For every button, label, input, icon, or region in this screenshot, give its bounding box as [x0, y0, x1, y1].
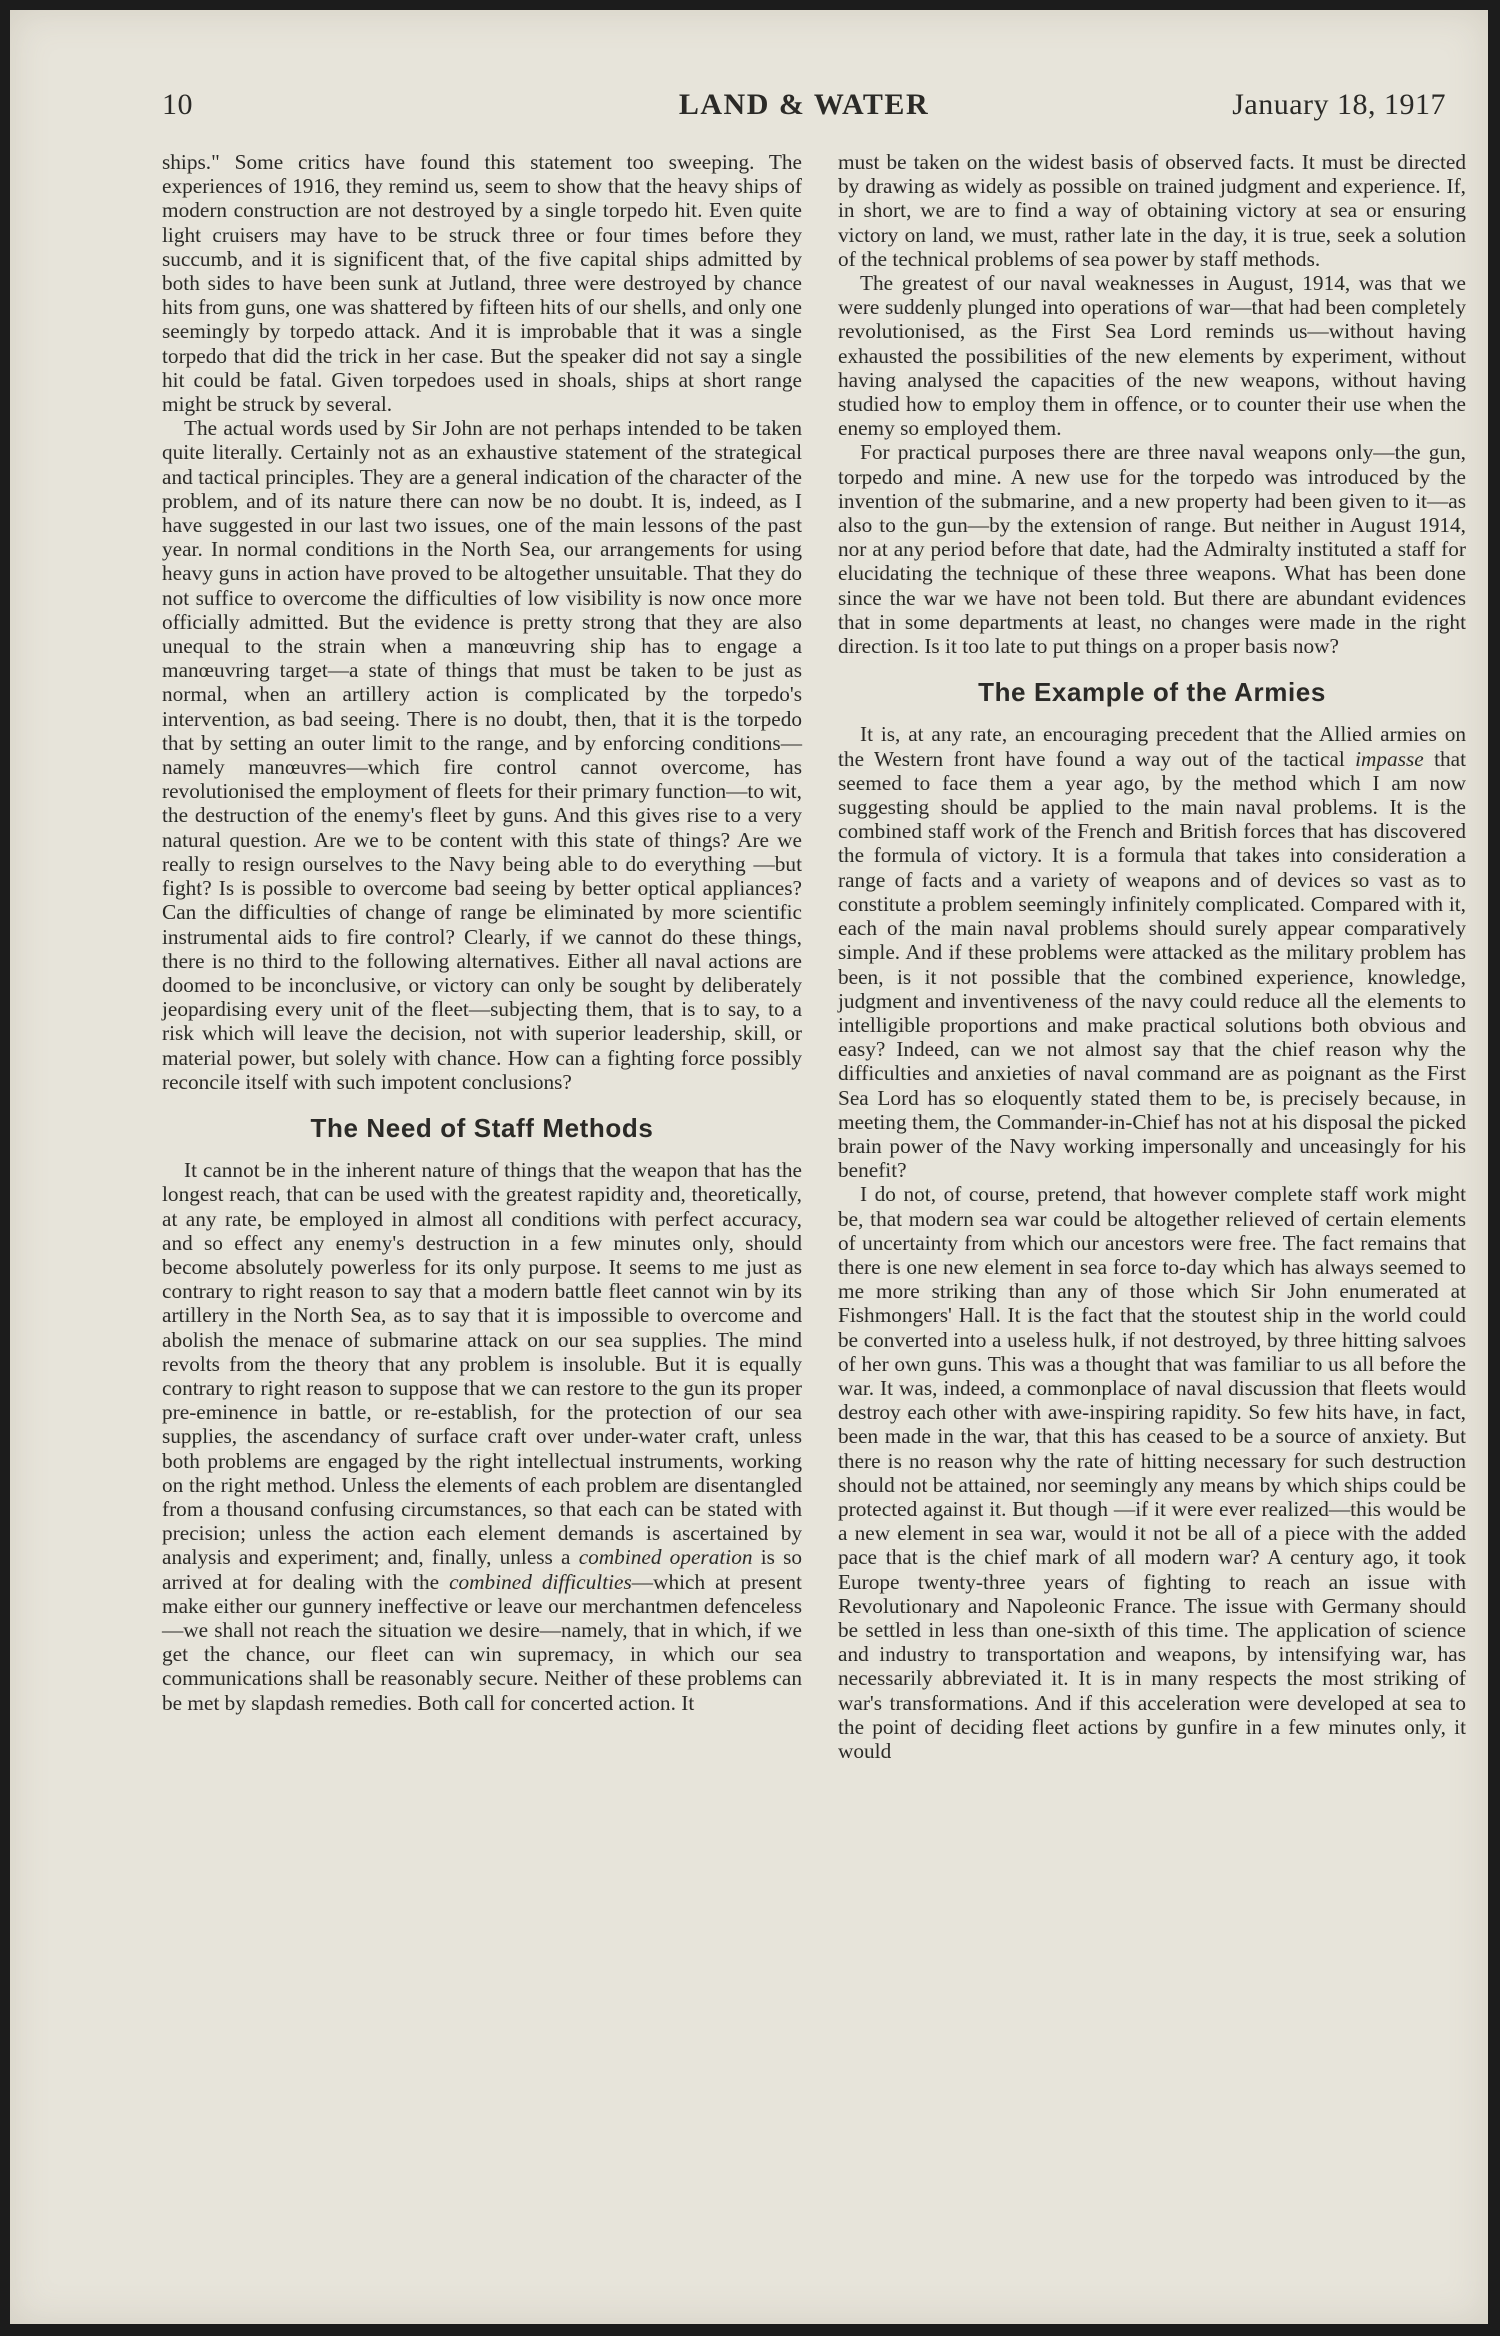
text-run: It is, at any rate, an encouraging precedent that the Allied armies on the Western front have found a way out of the tactical [838, 722, 1466, 771]
page-number: 10 [162, 88, 193, 121]
text-run: that seemed to face them a year ago, by the method which I am now suggesting should be applied to the main naval problems. It is the combined staff work of the French and British forces that has discovered the formula of victory. It is a formula that takes into consideration a range of facts and a variety of weapons and of devices so vast as to constitute a problem seemingly infinitely complicated. Compared with it, each of the main naval problems should surely appear comparatively simple. And if these problems were attacked as the military problem has been, is it not possible that the combined experience, knowledge, judgment and inventiveness of the navy could reduce all the elements to intelligible proportions and make practical solutions both obvious and easy? Indeed, can we not almost say that the chief reason why the difficulties and anxieties of naval command are as poignant as the First Sea Lord has so eloquently stated them to be, is precisely because, in meeting them, the Commander-in-Chief has not at his disposal the picked brain power of the Navy working impersonally and unceasingly for his benefit? [838, 746, 1466, 1183]
masthead: LAND & WATER [678, 88, 930, 121]
paragraph: The actual words used by Sir John are not perhaps intended to be taken quite literally. Certainly not as an exhaustive statement of the strategical and tactical principles. They are a general indication of the character of the problem, and of its nature there can now be no doubt. It is, indeed, as I have suggested in our last two issues, one of the main lessons of the past year. In normal conditions in the North Sea, our arrangements for using heavy guns in action have proved to be altogether unsuitable. That they do not suffice to overcome the difficulties of low visibility is now once more officially admitted. But the evidence is pretty strong that they are also unequal to the strain when a manœuvring ship has to engage a manœuvring target—a state of things that must be taken to be just as normal, when an artillery action is complicated by the torpedo's intervention, as bad seeing. There is no doubt, then, that it is the torpedo that by setting an outer limit to the range, and by enforcing conditions—namely manœuvres—which fire control cannot overcome, has revolutionised the employment of fleets for their primary function—to wit, the destruction of the enemy's fleet by guns. And this gives rise to a very natural question. Are we to be content with this state of things? Are we really to resign ourselves to the Navy being able to do everything —but fight? Is is possible to overcome bad seeing by better optical appliances? Can the difficulties of change of range be eliminated by more scientific instrumental aids to fire control? Clearly, if we cannot do these things, there is no third to the following alternatives. Either all naval actions are doomed to be inconclusive, or victory can only be sought by deliberately jeopardising every unit of the fleet—subjecting them, that is to say, to a risk which will leave the decision, not with superior leadership, skill, or material power, but solely with chance. How can a fighting force possibly reconcile itself with such impotent conclusions? [162, 416, 802, 1094]
paragraph: I do not, of course, pretend, that however complete staff work might be, that modern sea war could be altogether relieved of certain elements of uncertainty from which our ancestors were free. The fact remains that there is one new element in sea force to-day which has always seemed to me more striking than any of those which Sir John enumerated at Fishmongers' Hall. It is the fact that the stoutest ship in the world could be converted into a useless hulk, if not destroyed, by three hitting salvoes of her own guns. This was a thought that was familiar to us all before the war. It was, indeed, a commonplace of naval discussion that fleets would destroy each other with awe-inspiring rapidity. So few hits have, in fact, been made in the war, that this has ceased to be a source of anxiety. But there is no reason why the rate of hitting necessary for such destruction should not be attained, nor seemingly any means by which ships could be protected against it. But though —if it were ever realized—this would be a new element in sea war, would it not be all of a piece with the added pace that is the chief mark of all modern war? A century ago, it took Europe twenty-three years of fighting to reach an issue with Revolutionary and Napoleonic France. The issue with Germany should be settled in less than one-sixth of this time. The application of science and industry to transportation and weapons, by intensifying war, has necessarily abbreviated it. It is in many respects the most striking of war's transformations. And if this acceleration were developed at sea to the point of deciding fleet actions by gunfire in a few minutes only, it would [838, 1182, 1466, 1763]
text-run: It cannot be in the inherent nature of things that the weapon that has the longest reach, that can be used with the greatest rapidity and, theoretically, at any rate, be employed in almost all conditions with perfect accuracy, and so effect any enemy's destruction in a few minutes only, should become absolutely powerless for its only purpose. It seems to me just as contrary to right reason to say that a modern battle fleet cannot win by its artillery in the North Sea, as to say that it is impossible to overcome and abolish the menace of submarine attack on our sea supplies. The mind revolts from the theory that any problem is insoluble. But it is equally contrary to right reason to suppose that we can restore to the gun its proper pre-eminence in battle, or re-establish, for the protection of our sea supplies, the ascendancy of surface craft over under-water craft, unless both problems are engaged by the right intellectual instruments, working on the right method. Unless the elements of each problem are disentangled from a thousand confusing circumstances, so that each can be stated with precision; unless the action each element demands is ascertained by analysis and experiment; and, finally, unless a [162, 1158, 802, 1570]
paragraph: The greatest of our naval weaknesses in August, 1914, was that we were suddenly plunged into operations of war—that had been completely revolutionised, as the First Sea Lord reminds us—without having exhausted the possibilities of the new elements by experiment, without having analysed the capacities of the new weapons, without having studied how to employ them in offence, or to counter their use when the enemy so employed them. [838, 271, 1466, 441]
left-column [162, 150, 802, 1715]
italic-text: impasse [1355, 746, 1424, 771]
paragraph: For practical purposes there are three naval weapons only—the gun, torpedo and mine. A new use for the torpedo was introduced by the invention of the submarine, and a new property had been given to it—as also to the gun—by the extension of range. But neither in August 1914, nor at any period before that date, had the Admiralty instituted a staff for elucidating the technique of these three weapons. What has been done since the war we have not been told. But there are abundant evidences that in some departments at least, no changes were made in the right direction. Is it too late to put things on a proper basis now? [838, 440, 1466, 659]
section-heading: The Need of Staff Methods [310, 1112, 654, 1143]
text-run: is so arrived at for dealing with the [162, 1545, 803, 1594]
page-header [162, 88, 1446, 132]
paragraph: ships." Some critics have found this statement too sweeping. The experiences of 1916, they remind us, seem to show that the heavy ships of modern construction are not destroyed by a single torpedo hit. Even quite light cruisers may have to be struck three or four times before they succumb, and it is significent that, of the five capital ships admitted by both sides to have been sunk at Jutland, three were destroyed by chance hits from guns, one was shattered by fifteen hits of our shells, and only one seemingly by torpedo attack. And it is improbable that it was a single torpedo that did the trick in her case. But the speaker did not say a single hit could be fatal. Given torpedoes used in shoals, ships at short range might be struck by several. [162, 150, 802, 417]
italic-text: combined operation [578, 1545, 753, 1570]
paragraph [838, 722, 1466, 1182]
paragraph [162, 1158, 802, 1715]
issue-date: January 18, 1917 [1232, 88, 1446, 121]
right-column [838, 150, 1466, 1763]
magazine-page [10, 10, 1488, 2324]
italic-text: combined difficulties [449, 1569, 632, 1594]
text-run: —which at present make either our gunnery ineffective or leave our merchantmen defenceless—we shall not reach the situation we desire—namely, that in which, if we get the chance, our fleet can win supremacy, in which our sea communications shall be reasonably secure. Neither of these problems can be met by slapdash remedies. Both call for concerted action. It [162, 1569, 802, 1715]
section-heading: The Example of the Armies [978, 677, 1326, 708]
paragraph: must be taken on the widest basis of observed facts. It must be directed by drawing as widely as possible on trained judgment and experience. If, in short, we are to find a way of obtaining victory at sea or ensuring victory on land, we must, rather late in the day, it is true, seek a solution of the technical problems of sea power by staff methods. [838, 150, 1466, 271]
